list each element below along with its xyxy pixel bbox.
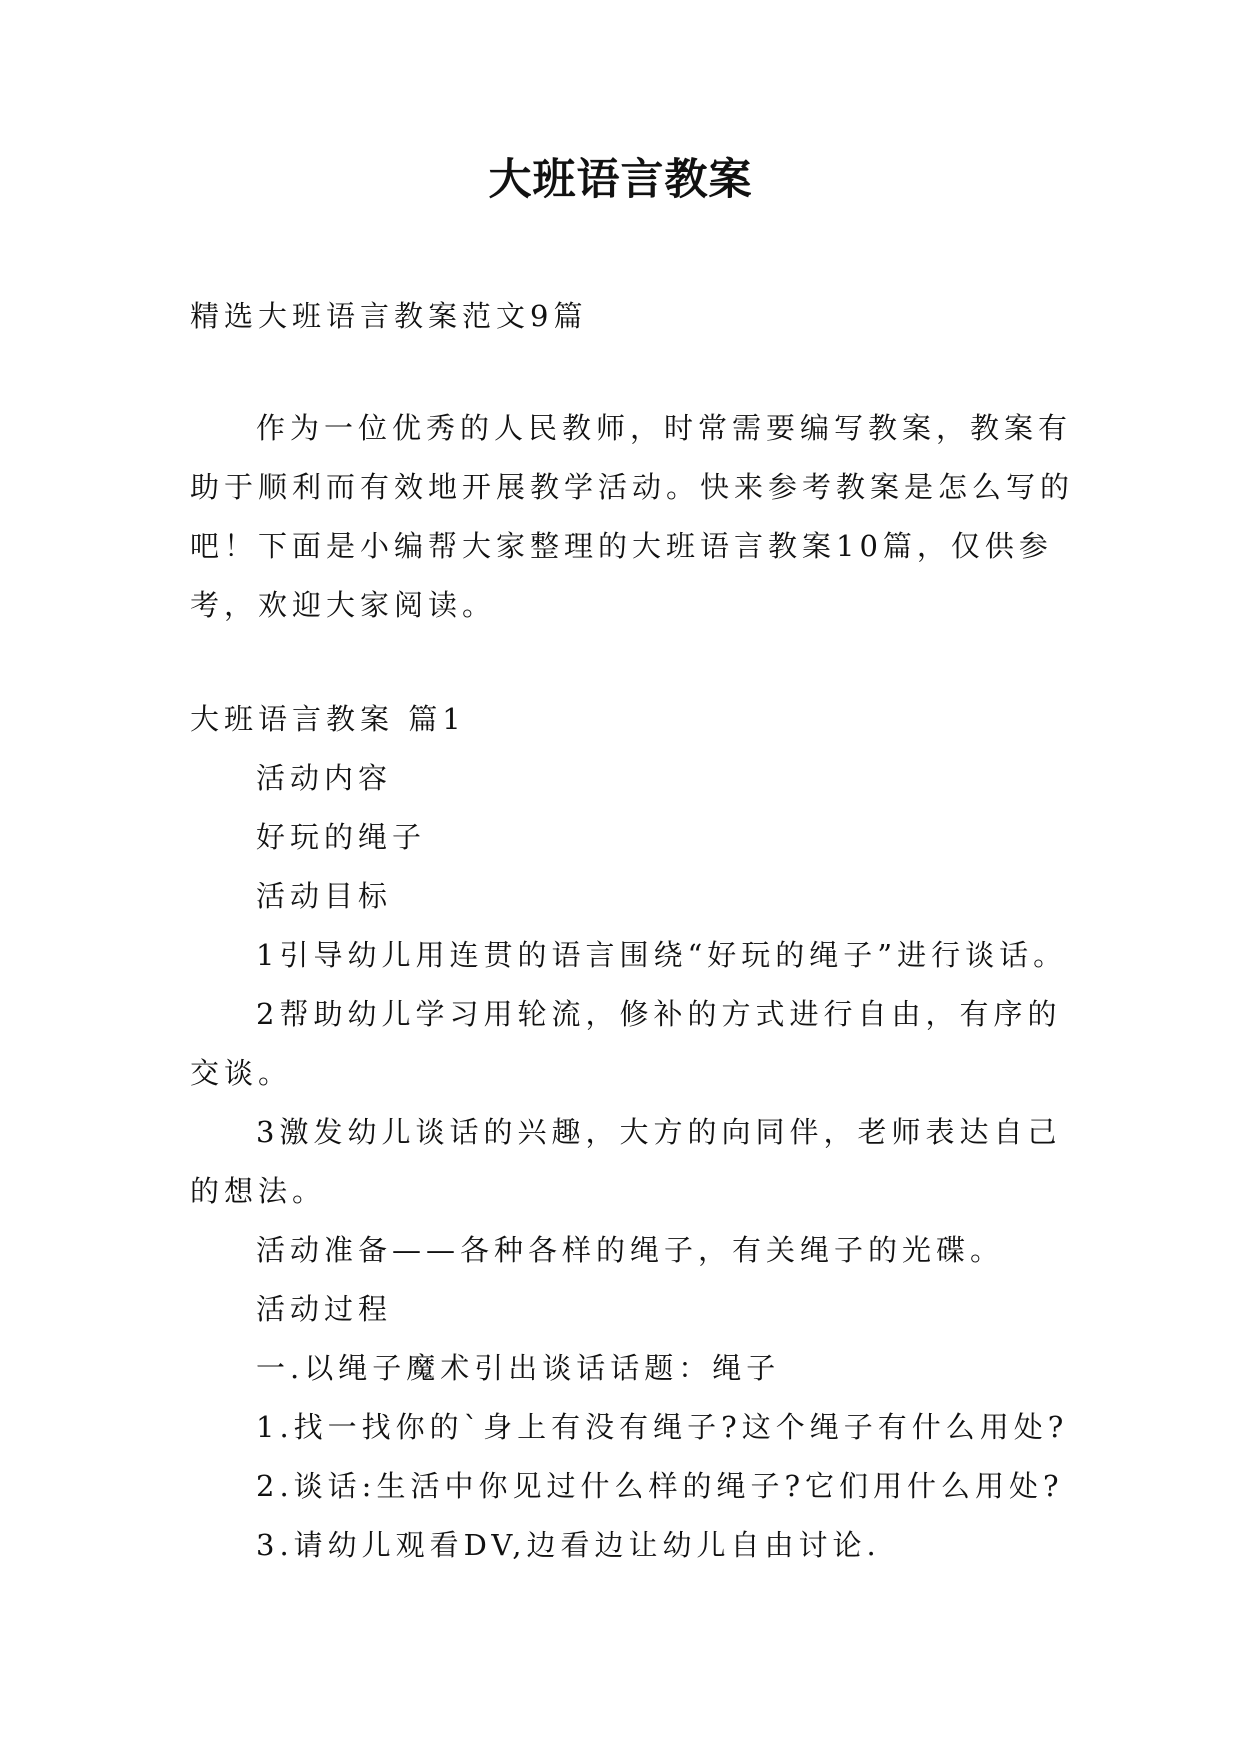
- body-line: 活动内容: [256, 761, 393, 795]
- body-line: 2.谈话:生活中你见过什么样的绳子?它们用什么用处?: [256, 1469, 1064, 1503]
- intro-line: 吧！下面是小编帮大家整理的大班语言教案10篇，仅供参: [190, 529, 1053, 563]
- document-subtitle: 精选大班语言教案范文9篇: [190, 299, 588, 333]
- intro-line: 考，欢迎大家阅读。: [190, 588, 497, 622]
- body-line: 活动准备——各种各样的绳子，有关绳子的光碟。: [256, 1233, 1005, 1267]
- body-line: 交谈。: [190, 1056, 293, 1090]
- intro-line: 助于顺利而有效地开展教学活动。快来参考教案是怎么写的: [190, 470, 1075, 504]
- body-line: 一.以绳子魔术引出谈话话题：绳子: [256, 1351, 781, 1385]
- section-heading: 大班语言教案 篇1: [190, 702, 466, 736]
- body-line: 好玩的绳子: [256, 820, 427, 854]
- body-line: 活动过程: [256, 1292, 393, 1326]
- body-line: 3激发幼儿谈话的兴趣，大方的向同伴，老师表达自己: [256, 1115, 1062, 1149]
- body-line: 2帮助幼儿学习用轮流，修补的方式进行自由，有序的: [256, 997, 1062, 1031]
- intro-line: 作为一位优秀的人民教师，时常需要编写教案，教案有: [256, 411, 1073, 445]
- body-line: 的想法。: [190, 1174, 327, 1208]
- body-line: 3.请幼儿观看DV,边看边让幼儿自由讨论.: [256, 1528, 881, 1562]
- body-line: 活动目标: [256, 879, 393, 913]
- document-title: 大班语言教案: [488, 155, 753, 205]
- body-line: 1引导幼儿用连贯的语言围绕“好玩的绳子”进行谈话。: [256, 938, 1068, 972]
- body-line: 1.找一找你的`身上有没有绳子?这个绳子有什么用处?: [256, 1410, 1069, 1444]
